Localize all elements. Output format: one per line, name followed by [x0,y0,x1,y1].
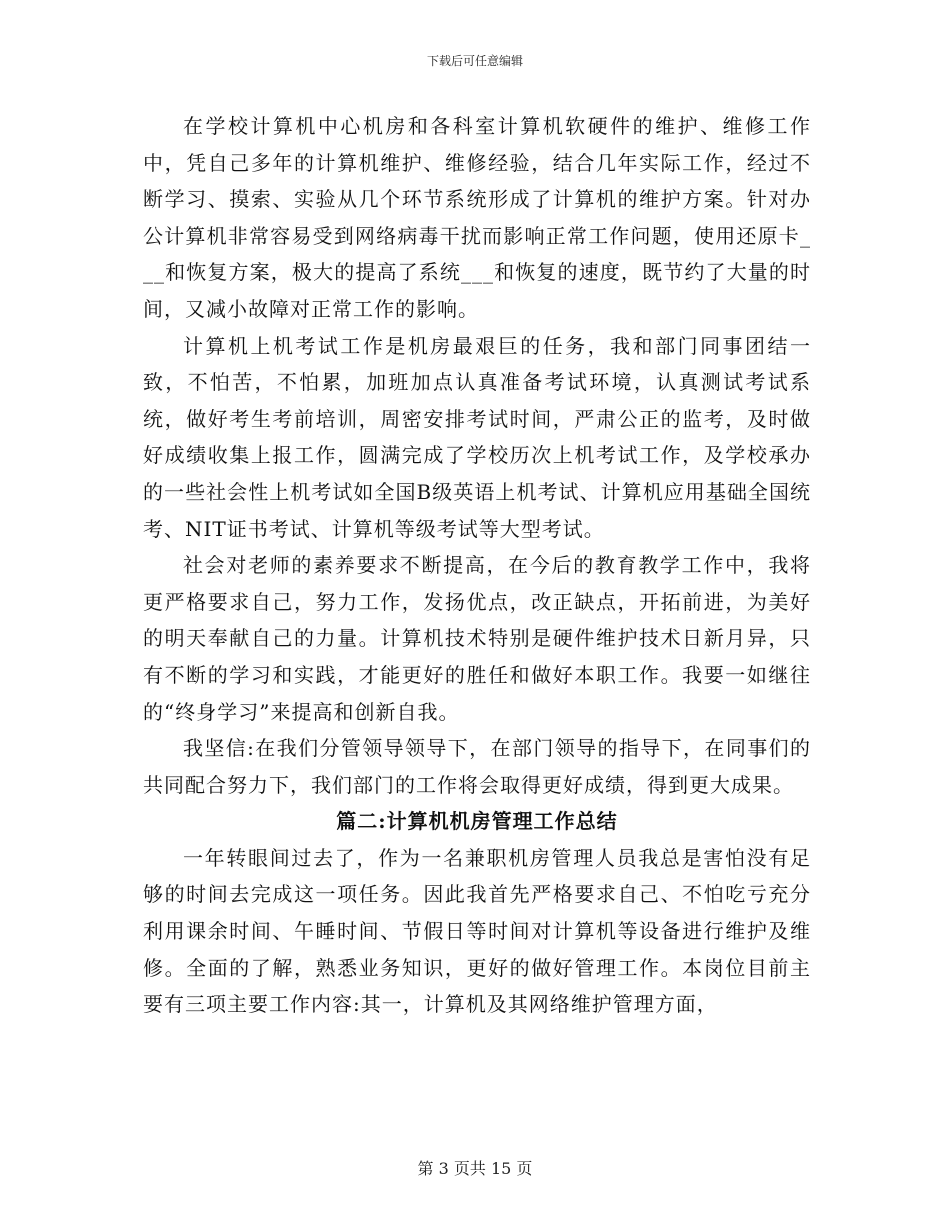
paragraph-self-improvement: 社会对老师的素养要求不断提高，在今后的教育教学工作中，我将更严格要求自己，努力工作，发扬优点，改正缺点，开拓前进，为美好的明天奉献自己的力量。计算机技术特别是硬件维护技术日新月异，只有不断的学习和实践，才能更好的胜任和做好本职工作。我要一如继往的“终身学习”来提高和创新自我。 [143,553,811,724]
section-title: 篇二:计算机机房管理工作总结 [336,809,618,834]
document-body [143,108,811,1023]
paragraph-exams: 计算机上机考试工作是机房最艰巨的任务，我和部门同事团结一致，不怕苦，不怕累，加班加点认真准备考试环境，认真测试考试系统，做好考生考前培训，周密安排考试时间，严肃公正的监考，及时做好成绩收集上报工作，圆满完成了学校历次上机考试工作，及学校承办的一些社会性上机考试如全国B级英语上机考试、计算机应用基础全国统考、NIT证书考试、计算机等级考试等大型考试。 [143,333,811,541]
paragraph-section-two: 一年转眼间过去了，作为一名兼职机房管理人员我总是害怕没有足够的时间去完成这一项任务。因此我首先严格要求自己、不怕吃亏充分利用课余时间、午睡时间、节假日等时间对计算机等设备进行维护及维修。全面的了解，熟悉业务知识，更好的做好管理工作。本岗位目前主要有三项主要工作内容:其一，计算机及其网络维护管理方面， [143,845,811,1017]
paragraph-belief: 我坚信:在我们分管领导领导下，在部门领导的指导下，在同事们的共同配合努力下，我们部门的工作将会取得更好成绩，得到更大成果。 [143,736,811,797]
paragraph-maintenance: 在学校计算机中心机房和各科室计算机软硬件的维护、维修工作中，凭自己多年的计算机维护、维修经验，结合几年实际工作，经过不断学习、摸索、实验从几个环节系统形成了计算机的维护方案。针对办公计算机非常容易受到网络病毒干扰而影响正常工作问题，使用还原卡___和恢复方案，极大的提高了系统___和恢复的速度，既节约了大量的时间，又减小故障对正常工作的影响。 [143,114,811,321]
page-number: 第 3 页共 15 页 [417,1159,533,1178]
page-header-note: 下载后可任意编辑 [426,54,523,68]
